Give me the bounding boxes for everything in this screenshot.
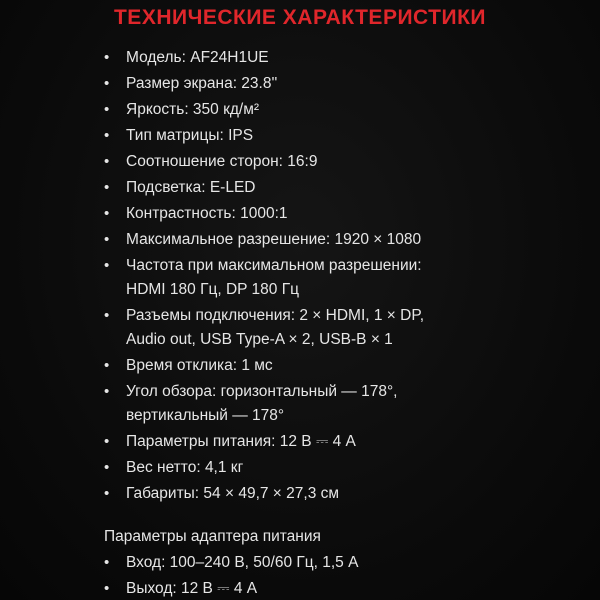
- spec-text: Максимальное разрешение: 1920 × 1080: [126, 231, 422, 248]
- spec-item: [100, 176, 590, 200]
- spec-text: Размер экрана: 23.8'': [126, 75, 278, 92]
- bullet-icon: •: [104, 75, 110, 92]
- bullet-icon: •: [104, 49, 110, 66]
- spec-item: [100, 98, 590, 122]
- spec-list: [100, 46, 590, 508]
- adapter-spec-text: Вход: 100–240 В, 50/60 Гц, 1,5 А: [126, 554, 359, 571]
- adapter-spec-list: [100, 551, 590, 600]
- bullet-icon: •: [104, 307, 110, 324]
- spec-text: Время отклика: 1 мс: [126, 357, 273, 374]
- bullet-icon: •: [104, 459, 110, 476]
- spec-item: [100, 482, 590, 506]
- bullet-icon: •: [104, 153, 110, 170]
- page-title: ТЕХНИЧЕСКИЕ ХАРАКТЕРИСТИКИ: [113, 6, 487, 29]
- spec-item: [100, 72, 590, 96]
- bullet-icon: •: [104, 357, 110, 374]
- spec-item: [100, 304, 590, 352]
- bullet-icon: •: [104, 580, 110, 597]
- spec-text: Соотношение сторон: 16:9: [126, 153, 318, 170]
- spec-item: [100, 202, 590, 226]
- spec-text: Вес нетто: 4,1 кг: [126, 459, 244, 476]
- spec-item: [100, 150, 590, 174]
- bullet-icon: •: [104, 231, 110, 248]
- spec-item: [100, 354, 590, 378]
- bullet-icon: •: [104, 383, 110, 400]
- adapter-spec-text: Выход: 12 В ⎓ 4 А: [126, 580, 258, 597]
- spec-item: [100, 124, 590, 148]
- spec-item: [100, 380, 590, 428]
- spec-text: Контрастность: 1000:1: [126, 205, 288, 222]
- spec-text: Габариты: 54 × 49,7 × 27,3 см: [126, 485, 340, 502]
- spec-text: Угол обзора: горизонтальный — 178°, вертикальный — 178°: [126, 383, 398, 424]
- spec-text: Модель: AF24H1UE: [126, 49, 269, 66]
- bullet-icon: •: [104, 179, 110, 196]
- spec-text: Подсветка: E-LED: [126, 179, 256, 196]
- bullet-icon: •: [104, 433, 110, 450]
- spec-item: [100, 46, 590, 70]
- bullet-icon: •: [104, 101, 110, 118]
- spec-item: [100, 228, 590, 252]
- spec-text: Яркость: 350 кд/м²: [126, 101, 260, 118]
- bullet-icon: •: [104, 205, 110, 222]
- adapter-section-title: Параметры адаптера питания: [104, 528, 321, 545]
- spec-item: [100, 456, 590, 480]
- spec-text: Параметры питания: 12 В ⎓ 4 А: [126, 433, 356, 450]
- bullet-icon: •: [104, 257, 110, 274]
- adapter-spec-item: [100, 551, 590, 575]
- bullet-icon: •: [104, 127, 110, 144]
- adapter-spec-item: [100, 577, 590, 600]
- spec-item: [100, 254, 590, 302]
- spec-text: Частота при максимальном разрешении: HDMI 180 Гц, DP 180 Гц: [126, 257, 422, 298]
- spec-text: Разъемы подключения: 2 × HDMI, 1 × DP, Audio out, USB Type-A × 2, USB-B × 1: [126, 307, 424, 348]
- spec-item: [100, 430, 590, 454]
- spec-text: Тип матрицы: IPS: [126, 127, 254, 144]
- bullet-icon: •: [104, 554, 110, 571]
- bullet-icon: •: [104, 485, 110, 502]
